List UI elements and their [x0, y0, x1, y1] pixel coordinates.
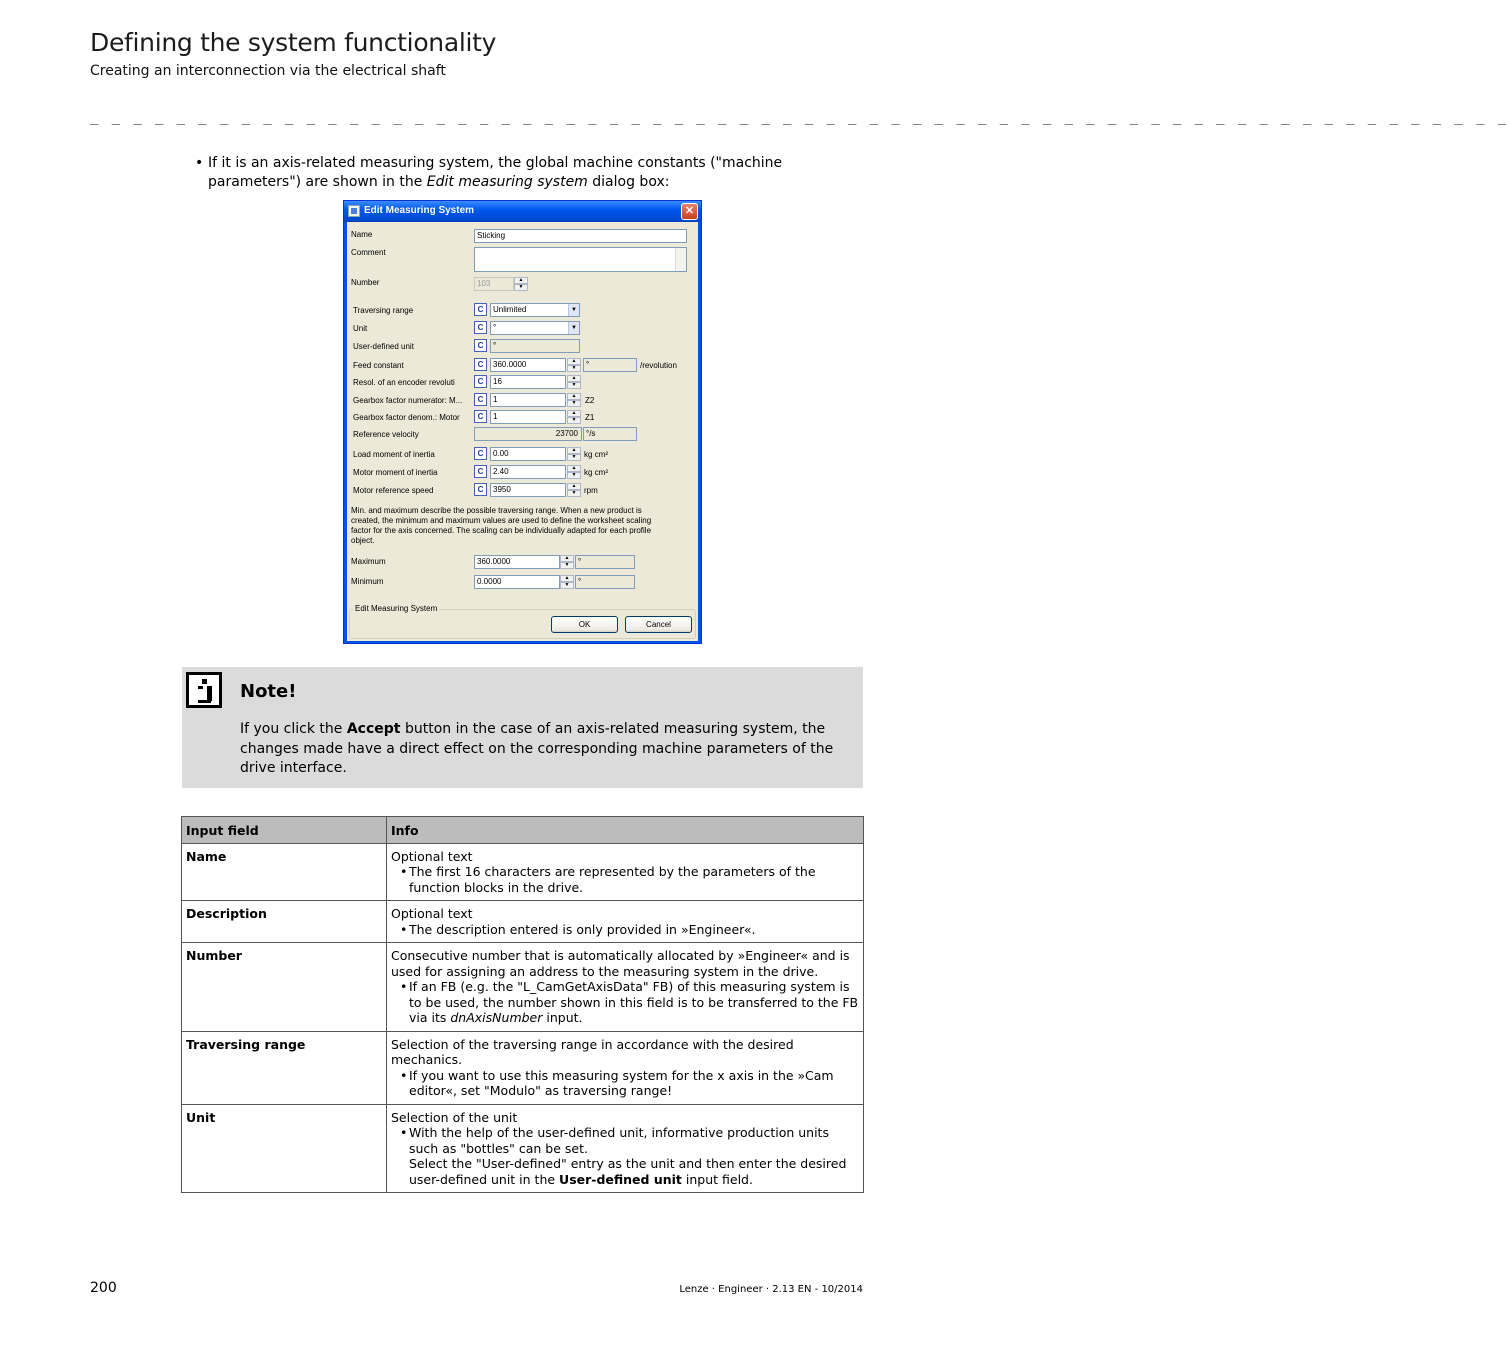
load-inertia-input[interactable]: 0.00 — [490, 447, 566, 461]
feed-unit-field: ° — [583, 358, 637, 372]
traversing-range-select[interactable] — [490, 303, 580, 317]
motor-inertia-constant-button[interactable]: C — [474, 465, 487, 478]
cancel-button[interactable]: Cancel — [625, 616, 692, 633]
info-line: Consecutive number that is automatically allocated by »Engineer« and is used for assigning an address to the measuring system in the drive. — [391, 948, 850, 979]
bullet-text-before: If an FB (e.g. the "L_CamGetAxisData" FB) of this measuring system is to be used, the number shown in this field is to be transferred to the FB via its — [409, 979, 859, 1025]
note-box — [182, 667, 863, 788]
resolution-constant-button[interactable]: C — [474, 375, 487, 388]
motor-inertia-spinner[interactable]: ▲ ▼ — [567, 465, 581, 480]
info-bullet: • With the help of the user-defined unit, informative production units such as "bottles" can be set. — [391, 1125, 859, 1156]
table-header-row — [182, 817, 864, 844]
note-text — [240, 720, 840, 779]
feed-constant-label: Feed constant — [353, 361, 404, 370]
load-inertia-spinner[interactable]: ▲ ▼ — [567, 447, 581, 462]
comment-label: Comment — [351, 248, 386, 257]
traversing-constant-button[interactable]: C — [474, 303, 487, 316]
resolution-label: Resol. of an encoder revoluti — [353, 378, 455, 387]
group-label: Edit Measuring System — [355, 604, 438, 613]
gearbox-numerator-spinner[interactable]: ▲ ▼ — [567, 393, 581, 408]
load-inertia-label: Load moment of inertia — [353, 450, 435, 459]
field-name-cell: Name — [182, 843, 387, 901]
gearbox-numerator-constant-button[interactable]: C — [474, 393, 487, 406]
info-bullet: • The first 16 characters are represented by the parameters of the function blocks in the drive. — [391, 864, 859, 895]
info-cell — [387, 943, 864, 1032]
resolution-input[interactable]: 16 — [490, 375, 566, 389]
dialog-title: Edit Measuring System — [364, 205, 475, 216]
info-line: Optional text — [391, 848, 473, 864]
number-spinner: ▲ ▼ — [514, 277, 528, 292]
intro-text-before: If it is an axis-related measuring system, the global machine constants ("machine parameters") are shown in the — [208, 155, 783, 190]
dashed-separator: _ _ _ _ _ _ _ _ _ _ _ _ _ _ _ _ _ _ _ _ _ _ _ _ _ _ _ _ _ _ _ _ _ _ _ _ _ _ _ _ _ _ _ _ _ _ _ _ _ _ _ _ _ _ _ _ _ _ _ _ _ _ _ _ _ _ — [90, 109, 1509, 125]
bullet-text-italic: dnAxisNumber — [450, 1010, 543, 1025]
intro-text-after: dialog box: — [587, 174, 670, 190]
unit-select[interactable] — [490, 321, 580, 335]
field-name-cell: Description — [182, 901, 387, 943]
intro-text-italic: Edit measuring system — [426, 174, 588, 190]
info-bullet: • If you want to use this measuring system for the x axis in the »Cam editor«, set "Modulo" as traversing range! — [391, 1068, 859, 1099]
indent-text-before: Select the "User-defined" entry as the unit and then enter the desired user-defined unit in the — [409, 1156, 847, 1187]
field-name-cell: Number — [182, 943, 387, 1032]
info-line: Optional text — [391, 906, 473, 921]
unit-label: Unit — [353, 324, 368, 333]
table-row — [182, 943, 864, 1032]
feed-constant-button[interactable]: C — [474, 358, 487, 371]
feed-constant-spinner[interactable]: ▲ ▼ — [567, 358, 581, 373]
table-row — [182, 843, 864, 901]
unit-constant-button[interactable]: C — [474, 321, 487, 334]
traversing-range-label: Traversing range — [353, 306, 414, 315]
indent-text-after: input field. — [681, 1171, 753, 1187]
note-text-bold: Accept — [346, 721, 401, 737]
info-cell — [387, 843, 864, 901]
field-name-cell: Traversing range — [182, 1031, 387, 1104]
gearbox-denominator-suffix: Z1 — [585, 413, 595, 422]
reference-velocity-unit: °/s — [583, 427, 637, 441]
feed-suffix: /revolution — [640, 361, 677, 370]
number-label: Number — [351, 278, 380, 287]
gearbox-denominator-label: Gearbox factor denom.: Motor — [353, 413, 460, 422]
page-subtitle: Creating an interconnection via the electrical shaft — [90, 63, 446, 79]
note-heading: Note! — [240, 681, 297, 702]
motor-speed-unit: rpm — [584, 486, 598, 495]
comment-scrollbar[interactable] — [675, 248, 686, 271]
resolution-spinner[interactable]: ▲ ▼ — [567, 375, 581, 390]
info-cell — [387, 1104, 864, 1193]
intro-paragraph — [193, 154, 868, 192]
gearbox-denominator-spinner[interactable]: ▲ ▼ — [567, 410, 581, 425]
column-header-info: Info — [387, 817, 864, 844]
bullet-text-after: input. — [542, 1010, 583, 1025]
table-row — [182, 1104, 864, 1193]
minimum-spinner[interactable]: ▲ ▼ — [560, 575, 574, 590]
maximum-input[interactable]: 360.0000 — [474, 555, 560, 569]
info-line: Selection of the unit — [391, 1109, 518, 1125]
minimum-unit: ° — [575, 575, 635, 589]
motor-inertia-unit: kg cm² — [584, 468, 608, 477]
gearbox-numerator-label: Gearbox factor numerator: M... — [353, 396, 463, 405]
info-bullet — [391, 979, 859, 1026]
comment-input[interactable] — [474, 247, 687, 272]
table-row — [182, 1031, 864, 1104]
ok-button[interactable]: OK — [551, 616, 618, 633]
field-name-cell: Unit — [182, 1104, 387, 1193]
motor-speed-input[interactable]: 3950 — [490, 483, 566, 497]
gearbox-denominator-input[interactable]: 1 — [490, 410, 566, 424]
gearbox-denominator-constant-button[interactable]: C — [474, 410, 487, 423]
minimum-label: Minimum — [351, 577, 384, 586]
page-number: 200 — [90, 1280, 117, 1296]
table-row — [182, 901, 864, 943]
gearbox-numerator-input[interactable]: 1 — [490, 393, 566, 407]
motor-inertia-input[interactable]: 2.40 — [490, 465, 566, 479]
user-defined-unit-label: User-defined unit — [353, 342, 414, 351]
bullet-glyph: • — [195, 155, 204, 171]
info-line: Selection of the traversing range in accordance with the desired mechanics. — [391, 1036, 794, 1067]
name-label: Name — [351, 230, 373, 239]
load-inertia-constant-button[interactable]: C — [474, 447, 487, 460]
dialog-titlebar — [344, 201, 701, 222]
user-defined-unit-input[interactable]: ° — [490, 339, 580, 353]
note-text-after: button in the case of an axis-related measuring system, the changes made have a direct effect on the corresponding machine parameters of the drive interface. — [240, 721, 834, 776]
maximum-unit: ° — [575, 555, 635, 569]
column-header-input-field: Input field — [182, 817, 387, 844]
maximum-spinner[interactable]: ▲ ▼ — [560, 555, 574, 570]
publication-info: Lenze · Engineer · 2.13 EN - 10/2014 — [679, 1284, 863, 1295]
chevron-down-icon: ▼ — [568, 304, 579, 316]
motor-inertia-label: Motor moment of inertia — [353, 468, 438, 477]
indent-text-bold: User-defined unit — [559, 1171, 682, 1187]
note-text-before: If you click the — [240, 721, 347, 737]
name-input[interactable]: Sticking — [474, 229, 687, 243]
traversing-range-value: Unlimited — [493, 305, 527, 314]
minimum-input[interactable]: 0.0000 — [474, 575, 560, 589]
unit-value: ° — [493, 323, 497, 332]
info-cell — [387, 1031, 864, 1104]
page-title: Defining the system functionality — [90, 28, 497, 57]
chevron-down-icon: ▼ — [568, 322, 579, 334]
info-bullet: • The description entered is only provided in »Engineer«. — [391, 922, 859, 938]
motor-speed-constant-button[interactable]: C — [474, 483, 487, 496]
motor-speed-label: Motor reference speed — [353, 486, 434, 495]
number-input: 103 — [474, 277, 514, 291]
app-icon — [348, 205, 360, 217]
info-icon — [186, 672, 222, 708]
info-indented-text — [391, 1156, 859, 1187]
reference-velocity-label: Reference velocity — [353, 430, 419, 439]
close-icon[interactable]: ✕ — [681, 203, 698, 220]
maximum-label: Maximum — [351, 557, 386, 566]
load-inertia-unit: kg cm² — [584, 450, 608, 459]
reference-velocity-field: 23700 — [474, 427, 582, 441]
feed-constant-input[interactable]: 360.0000 — [490, 358, 566, 372]
info-cell — [387, 901, 864, 943]
gearbox-numerator-suffix: Z2 — [585, 396, 595, 405]
edit-measuring-system-dialog — [343, 200, 702, 644]
dialog-client-area — [347, 222, 698, 641]
input-field-info-table — [181, 816, 864, 1193]
motor-speed-spinner[interactable]: ▲ ▼ — [567, 483, 581, 498]
range-description: Min. and maximum describe the possible traversing range. When a new product is created, the minimum and maximum values are used to define the worksheet scaling factor for the axis concerned. The scaling can be individually adapted for each profile object. — [351, 506, 652, 545]
user-unit-constant-button[interactable]: C — [474, 339, 487, 352]
